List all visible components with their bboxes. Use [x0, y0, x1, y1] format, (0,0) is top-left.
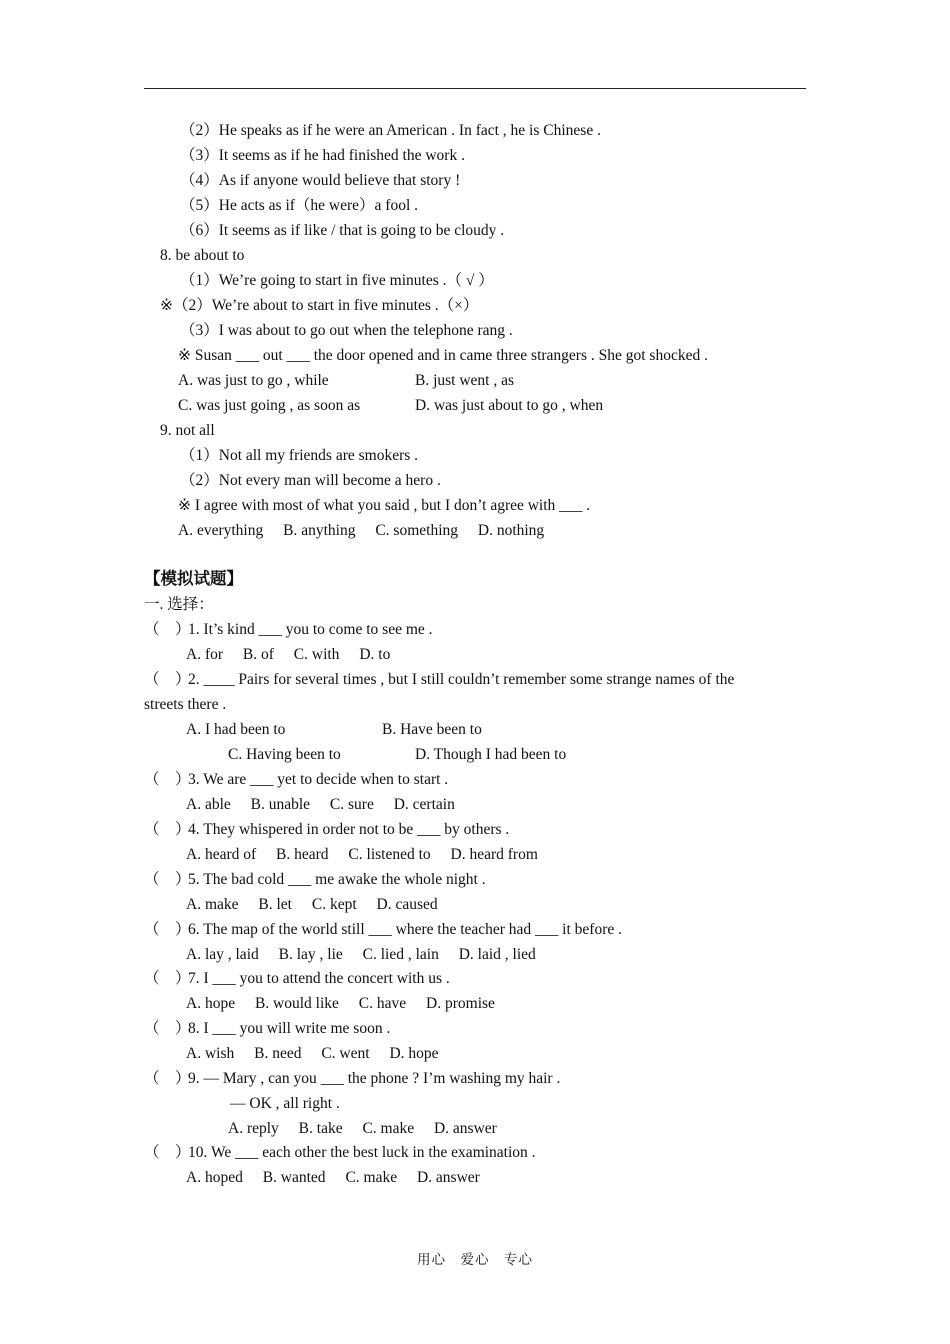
answer-bracket: （ ） — [144, 771, 191, 788]
question-1 — [144, 620, 433, 640]
option: B. would like — [254, 995, 339, 1012]
item8-option-a: A. was just to go , while — [178, 372, 329, 389]
item8-option-d: D. was just about to go , when — [415, 397, 604, 414]
option: A. able — [186, 796, 231, 813]
option: A. hope — [186, 995, 236, 1012]
note-line: （3）It seems as if he had finished the work . — [180, 147, 465, 164]
option: D. answer — [433, 1120, 497, 1137]
question-text: 3. We are ___ yet to decide when to start . — [188, 771, 449, 788]
question-text: 6. The map of the world still ___ where the teacher had ___ it before . — [188, 921, 623, 938]
option: B. lay , lie — [278, 946, 343, 963]
option: C. have — [358, 995, 407, 1012]
question-7 — [144, 969, 450, 989]
option: D. laid , lied — [458, 946, 536, 963]
question-1-options — [186, 645, 390, 665]
question-9-reply: — OK , all right . — [230, 1095, 340, 1112]
option: C. listened to — [348, 846, 431, 863]
option: B. let — [258, 896, 292, 913]
answer-bracket: （ ） — [144, 970, 191, 987]
question-2-option-d: D. Though I had been to — [415, 746, 567, 763]
option: B. anything — [283, 522, 356, 539]
question-8 — [144, 1019, 390, 1039]
option: A. wish — [186, 1045, 235, 1062]
option: A. reply — [228, 1120, 279, 1137]
item9-example: （1）Not all my friends are smokers . — [180, 447, 419, 464]
question-10-options — [186, 1168, 480, 1188]
question-6-options — [186, 945, 536, 965]
item9-options — [178, 521, 544, 541]
note-line: （2）He speaks as if he were an American . In fact , he is Chinese . — [180, 122, 601, 139]
answer-bracket: （ ） — [144, 621, 191, 638]
option: C. kept — [311, 896, 357, 913]
option: C. make — [362, 1120, 415, 1137]
question-3-options — [186, 795, 455, 815]
question-8-options — [186, 1044, 439, 1064]
option: C. something — [375, 522, 458, 539]
item8-option-b: B. just went , as — [415, 372, 515, 389]
note-line: （5）He acts as if（he were）a fool . — [180, 197, 419, 214]
item8-example: （1）We’re going to start in five minutes .（ √ ） — [180, 272, 494, 289]
answer-bracket: （ ） — [144, 1070, 191, 1087]
option: A. hoped — [186, 1169, 243, 1186]
item8-example: ※（2）We’re about to start in five minutes .（×） — [160, 297, 479, 314]
question-text: 7. I ___ you to attend the concert with us . — [188, 970, 450, 987]
option: D. heard from — [450, 846, 538, 863]
question-3 — [144, 770, 448, 790]
question-9-options — [228, 1119, 497, 1139]
question-4-options — [186, 845, 538, 865]
answer-bracket: （ ） — [144, 1020, 191, 1037]
item9-example: （2）Not every man will become a hero . — [180, 472, 441, 489]
question-2-option-b: B. Have been to — [382, 721, 482, 738]
question-9 — [144, 1069, 560, 1089]
question-text: 5. The bad cold ___ me awake the whole night . — [188, 871, 486, 888]
option: B. of — [242, 646, 274, 663]
question-text: 10. We ___ each other the best luck in the examination . — [188, 1144, 536, 1161]
note-line: （4）As if anyone would believe that story ! — [180, 172, 461, 189]
option: C. with — [293, 646, 340, 663]
item9-title: 9. not all — [160, 422, 215, 439]
page-footer: 用心 爱心 专心 — [417, 1252, 533, 1267]
option: B. heard — [276, 846, 329, 863]
option: A. everything — [178, 522, 264, 539]
question-10 — [144, 1143, 536, 1163]
option: C. sure — [329, 796, 374, 813]
option: D. to — [359, 646, 391, 663]
question-text: 9. — Mary , can you ___ the phone ? I’m washing my hair . — [188, 1070, 561, 1087]
section-title: 【模拟试题】 — [144, 569, 243, 588]
answer-bracket: （ ） — [144, 671, 191, 688]
option: C. make — [345, 1169, 398, 1186]
question-4 — [144, 820, 509, 840]
item8-title: 8. be about to — [160, 247, 245, 264]
option: B. unable — [250, 796, 311, 813]
item8-question: ※ Susan ___ out ___ the door opened and in came three strangers . She got shocked . — [178, 347, 708, 364]
item9-question: ※ I agree with most of what you said , but I don’t agree with ___ . — [178, 497, 591, 514]
question-2 — [144, 670, 734, 690]
answer-bracket: （ ） — [144, 921, 191, 938]
option: D. certain — [393, 796, 455, 813]
answer-bracket: （ ） — [144, 821, 191, 838]
option: A. for — [186, 646, 224, 663]
question-6 — [144, 920, 622, 940]
question-7-options — [186, 994, 495, 1014]
question-5 — [144, 870, 486, 890]
item8-example: （3）I was about to go out when the telephone rang . — [180, 322, 513, 339]
question-2-option-c: C. Having been to — [228, 746, 341, 763]
option: D. nothing — [477, 522, 545, 539]
note-line: （6）It seems as if like / that is going to be cloudy . — [180, 222, 505, 239]
question-2-option-a: A. I had been to — [186, 721, 286, 738]
question-text: 2. ____ Pairs for several times , but I still couldn’t remember some strange names of the — [188, 671, 735, 688]
header-rule — [144, 88, 806, 89]
option: C. lied , lain — [362, 946, 439, 963]
option: A. heard of — [186, 846, 257, 863]
question-2-continued: streets there . — [144, 696, 227, 713]
option: D. caused — [376, 896, 438, 913]
answer-bracket: （ ） — [144, 871, 191, 888]
option: B. wanted — [262, 1169, 326, 1186]
item8-option-c: C. was just going , as soon as — [178, 397, 361, 414]
option: B. need — [254, 1045, 302, 1062]
option: D. hope — [389, 1045, 439, 1062]
option: A. lay , laid — [186, 946, 259, 963]
question-text: 8. I ___ you will write me soon . — [188, 1020, 391, 1037]
question-text: 1. It’s kind ___ you to come to see me . — [188, 621, 433, 638]
question-text: 4. They whispered in order not to be ___ by others . — [188, 821, 510, 838]
answer-bracket: （ ） — [144, 1144, 191, 1161]
question-5-options — [186, 895, 438, 915]
option: D. promise — [426, 995, 495, 1012]
option: A. make — [186, 896, 239, 913]
option: B. take — [298, 1120, 343, 1137]
option: D. answer — [416, 1169, 480, 1186]
part-title: 一. 选择： — [144, 596, 214, 613]
option: C. went — [321, 1045, 370, 1062]
